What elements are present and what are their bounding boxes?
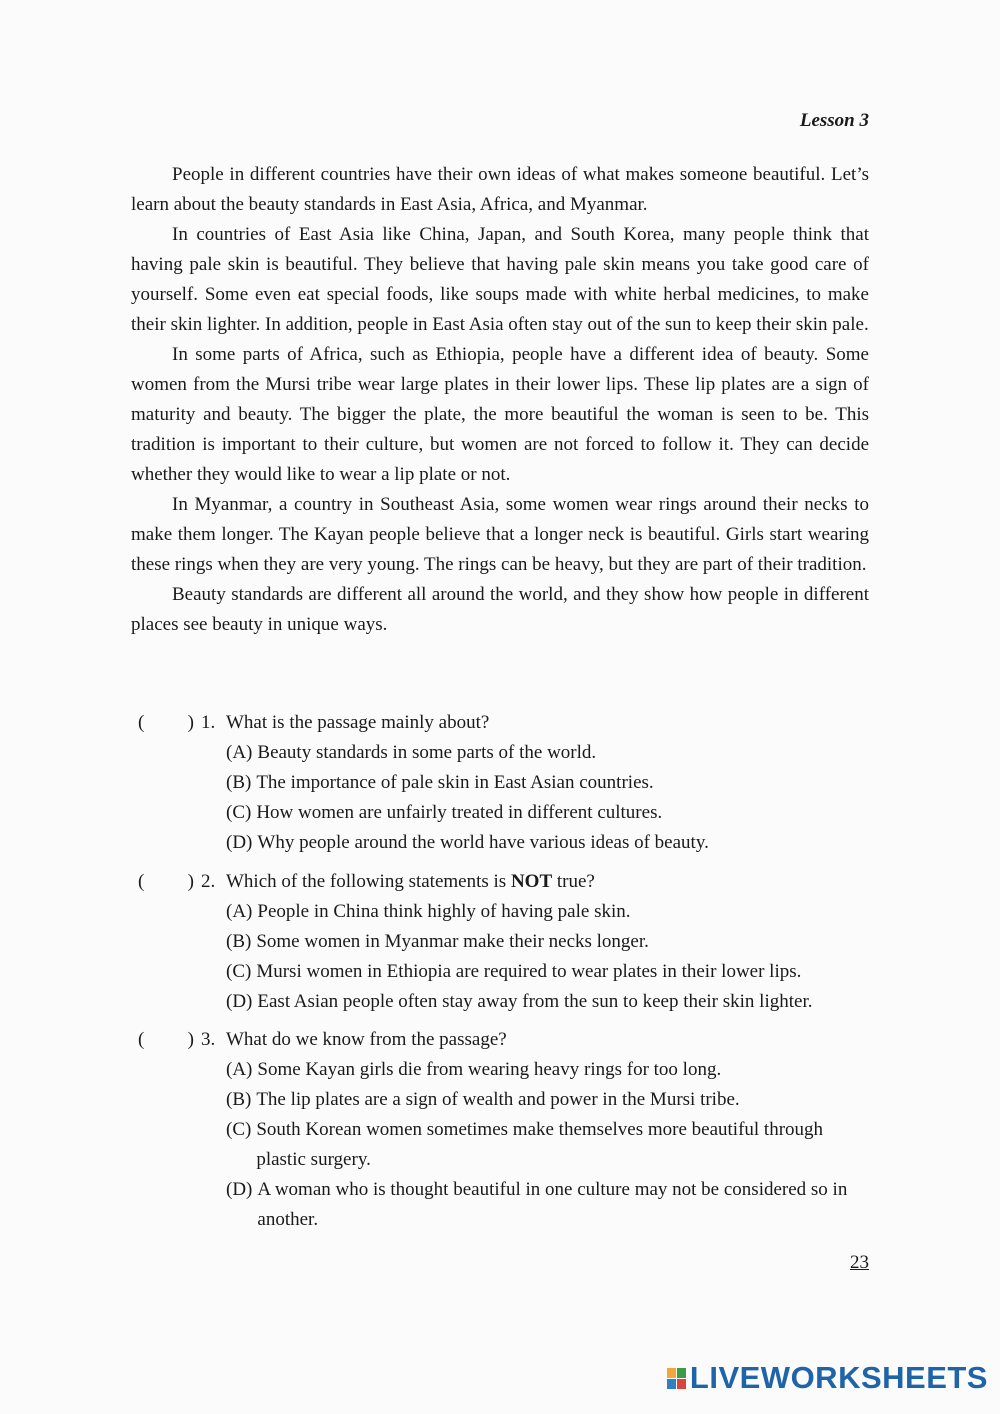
- passage-paragraph: People in different countries have their own ideas of what makes someone beautiful. Let’s learn about the beauty standards in East Asia, Africa, and Myanmar.: [131, 164, 869, 215]
- option-text: The importance of pale skin in East Asian countries.: [256, 772, 654, 793]
- paren-open: (: [138, 1029, 145, 1050]
- option-text: South Korean women sometimes make themselves more beautiful through plastic surgery.: [256, 1119, 824, 1170]
- paren-open: (: [138, 871, 145, 892]
- option-c: [226, 1115, 871, 1175]
- option-text: The lip plates are a sign of wealth and power in the Mursi tribe.: [256, 1089, 740, 1110]
- question-3: [131, 1025, 871, 1235]
- option-text: People in China think highly of having pale skin.: [257, 901, 631, 922]
- option-label: (D): [226, 991, 253, 1012]
- answer-blank[interactable]: [131, 1025, 201, 1055]
- question-text-start: Which of the following statements is: [226, 871, 511, 892]
- liveworksheets-logo[interactable]: [667, 1360, 988, 1396]
- option-text: Beauty standards in some parts of the world.: [257, 742, 597, 763]
- option-c: [226, 798, 871, 828]
- option-label: (D): [226, 832, 253, 853]
- question-number: 2.: [201, 871, 216, 892]
- option-label: (B): [226, 772, 252, 793]
- option-label: (D): [226, 1179, 253, 1200]
- question-number: 3.: [201, 1029, 216, 1050]
- option-text: Why people around the world have various ideas of beauty.: [257, 832, 709, 853]
- passage-paragraph: In some parts of Africa, such as Ethiopia, people have a different idea of beauty. Some women from the Mursi tribe wear large plates in their lower lips. These lip plates are a sign of maturity and beauty. The bigger the plate, the more beautiful the woman is seen to be. This tradition is important to their culture, but women are not forced to follow it. They can decide whether they would like to wear a lip plate or not.: [131, 344, 869, 485]
- paren-close: ): [187, 712, 194, 733]
- question-text: [226, 867, 595, 897]
- question-1: [131, 708, 871, 858]
- option-b: [226, 927, 871, 957]
- option-a: [226, 1055, 871, 1085]
- option-text: East Asian people often stay away from the sun to keep their skin lighter.: [257, 991, 813, 1012]
- option-text: Some Kayan girls die from wearing heavy rings for too long.: [257, 1059, 722, 1080]
- passage-paragraph: In Myanmar, a country in Southeast Asia, some women wear rings around their necks to make them longer. The Kayan people believe that a longer neck is beautiful. Girls start wearing these rings when they are very young. The rings can be heavy, but they are part of their tradition.: [131, 494, 869, 575]
- option-label: (B): [226, 931, 252, 952]
- answer-blank[interactable]: [131, 867, 201, 897]
- option-label: (B): [226, 1089, 252, 1110]
- paren-close: ): [187, 871, 194, 892]
- option-label: (A): [226, 742, 253, 763]
- reading-passage: [131, 160, 869, 640]
- passage-paragraph: Beauty standards are different all around the world, and they show how people in different places see beauty in unique ways.: [131, 584, 869, 635]
- passage-paragraph: In countries of East Asia like China, Japan, and South Korea, many people think that having pale skin is beautiful. They believe that having pale skin means you take good care of yourself. Some even eat special foods, like soups made with white herbal medicines, to make their skin lighter. In addition, people in East Asia often stay out of the sun to keep their skin pale.: [131, 224, 869, 335]
- option-label: (C): [226, 1119, 252, 1140]
- page-number: 23: [850, 1252, 869, 1273]
- option-d: [226, 1175, 871, 1235]
- option-label: (A): [226, 1059, 253, 1080]
- option-a: [226, 897, 871, 927]
- brand-icon: [667, 1368, 686, 1389]
- option-label: (C): [226, 802, 252, 823]
- question-text-end: true?: [552, 871, 595, 892]
- brand-name: LIVEWORKSHEETS: [689, 1360, 988, 1395]
- option-d: [226, 828, 871, 858]
- option-c: [226, 957, 871, 987]
- option-text: Some women in Myanmar make their necks longer.: [256, 931, 649, 952]
- option-text: How women are unfairly treated in different cultures.: [256, 802, 663, 823]
- question-text: What is the passage mainly about?: [226, 712, 490, 733]
- option-text: A woman who is thought beautiful in one culture may not be considered so in another.: [257, 1179, 848, 1230]
- question-2: [131, 867, 871, 1017]
- option-text: Mursi women in Ethiopia are required to wear plates in their lower lips.: [256, 961, 802, 982]
- option-d: [226, 987, 871, 1017]
- option-label: (C): [226, 961, 252, 982]
- answer-blank[interactable]: [131, 708, 201, 738]
- option-b: [226, 768, 871, 798]
- lesson-title: Lesson 3: [799, 110, 869, 131]
- paren-open: (: [138, 712, 145, 733]
- option-a: [226, 738, 871, 768]
- question-number: 1.: [201, 712, 216, 733]
- emphasis-not: NOT: [510, 871, 553, 892]
- question-text: What do we know from the passage?: [226, 1029, 507, 1050]
- option-label: (A): [226, 901, 253, 922]
- option-b: [226, 1085, 871, 1115]
- paren-close: ): [187, 1029, 194, 1050]
